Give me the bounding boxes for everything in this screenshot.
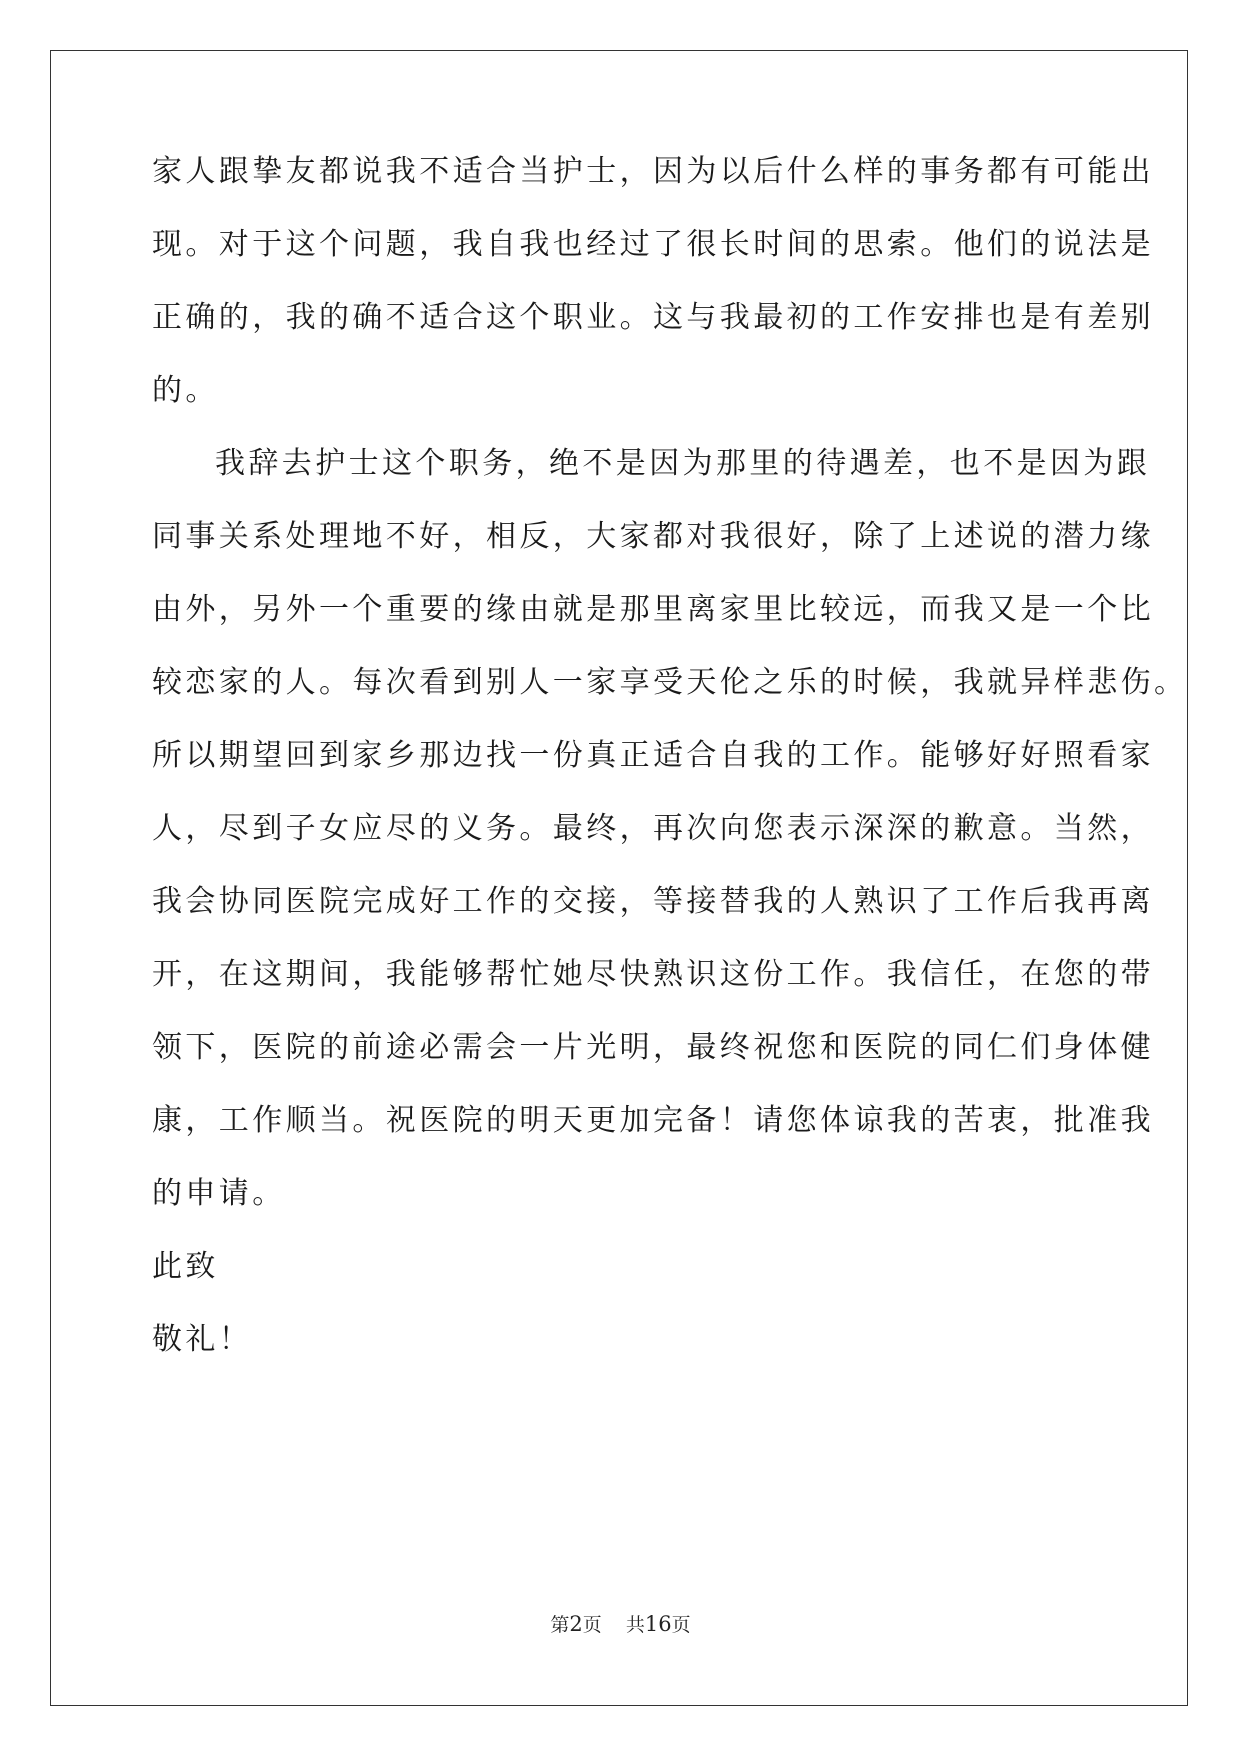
- paragraph-line: 的申请。: [152, 1176, 286, 1211]
- paragraph-line: 的。: [152, 373, 219, 408]
- paragraph-line: 我会协同医院完成好工作的交接，等接替我的人熟识了工作后我再离: [152, 884, 1154, 919]
- paragraph-line: 人，尽到子女应尽的义务。最终，再次向您表示深深的歉意。当然，: [152, 811, 1154, 846]
- salutation-line: 敬礼！: [152, 1322, 253, 1357]
- page-border: [50, 50, 1188, 1706]
- paragraph-line: 正确的，我的确不适合这个职业。这与我最初的工作安排也是有差别: [152, 300, 1154, 335]
- paragraph-line: 所以期望回到家乡那边找一份真正适合自我的工作。能够好好照看家: [152, 738, 1154, 773]
- paragraph-line: 同事关系处理地不好，相反，大家都对我很好，除了上述说的潜力缘: [152, 519, 1154, 554]
- paragraph-line: 较恋家的人。每次看到别人一家享受天伦之乐的时候，我就异样悲伤。: [152, 665, 1188, 700]
- paragraph-line: 开，在这期间，我能够帮忙她尽快熟识这份工作。我信任，在您的带: [152, 957, 1154, 992]
- closing-line: 此致: [152, 1249, 219, 1284]
- total-prefix: 共: [625, 1614, 645, 1636]
- page-total: 16: [644, 1612, 672, 1636]
- paragraph-line: 由外，另外一个重要的缘由就是那里离家里比较远，而我又是一个比: [152, 592, 1154, 627]
- paragraph-line: 家人跟挚友都说我不适合当护士，因为以后什么样的事务都有可能出: [152, 154, 1154, 189]
- paragraph-line: 康，工作顺当。祝医院的明天更加完备！请您体谅我的苦衷，批准我: [152, 1103, 1154, 1138]
- paragraph-line: 领下，医院的前途必需会一片光明，最终祝您和医院的同仁们身体健: [152, 1030, 1154, 1065]
- page-footer: [0, 1612, 1241, 1637]
- paragraph-line: 我辞去护士这个职务，绝不是因为那里的待遇差，也不是因为跟: [215, 446, 1151, 481]
- page-current: 2: [569, 1612, 583, 1636]
- paragraph-line: 现。对于这个问题，我自我也经过了很长时间的思索。他们的说法是: [152, 227, 1154, 262]
- total-suffix: 页: [671, 1614, 691, 1636]
- page-mid: 页: [582, 1614, 602, 1636]
- page-prefix: 第: [550, 1614, 570, 1636]
